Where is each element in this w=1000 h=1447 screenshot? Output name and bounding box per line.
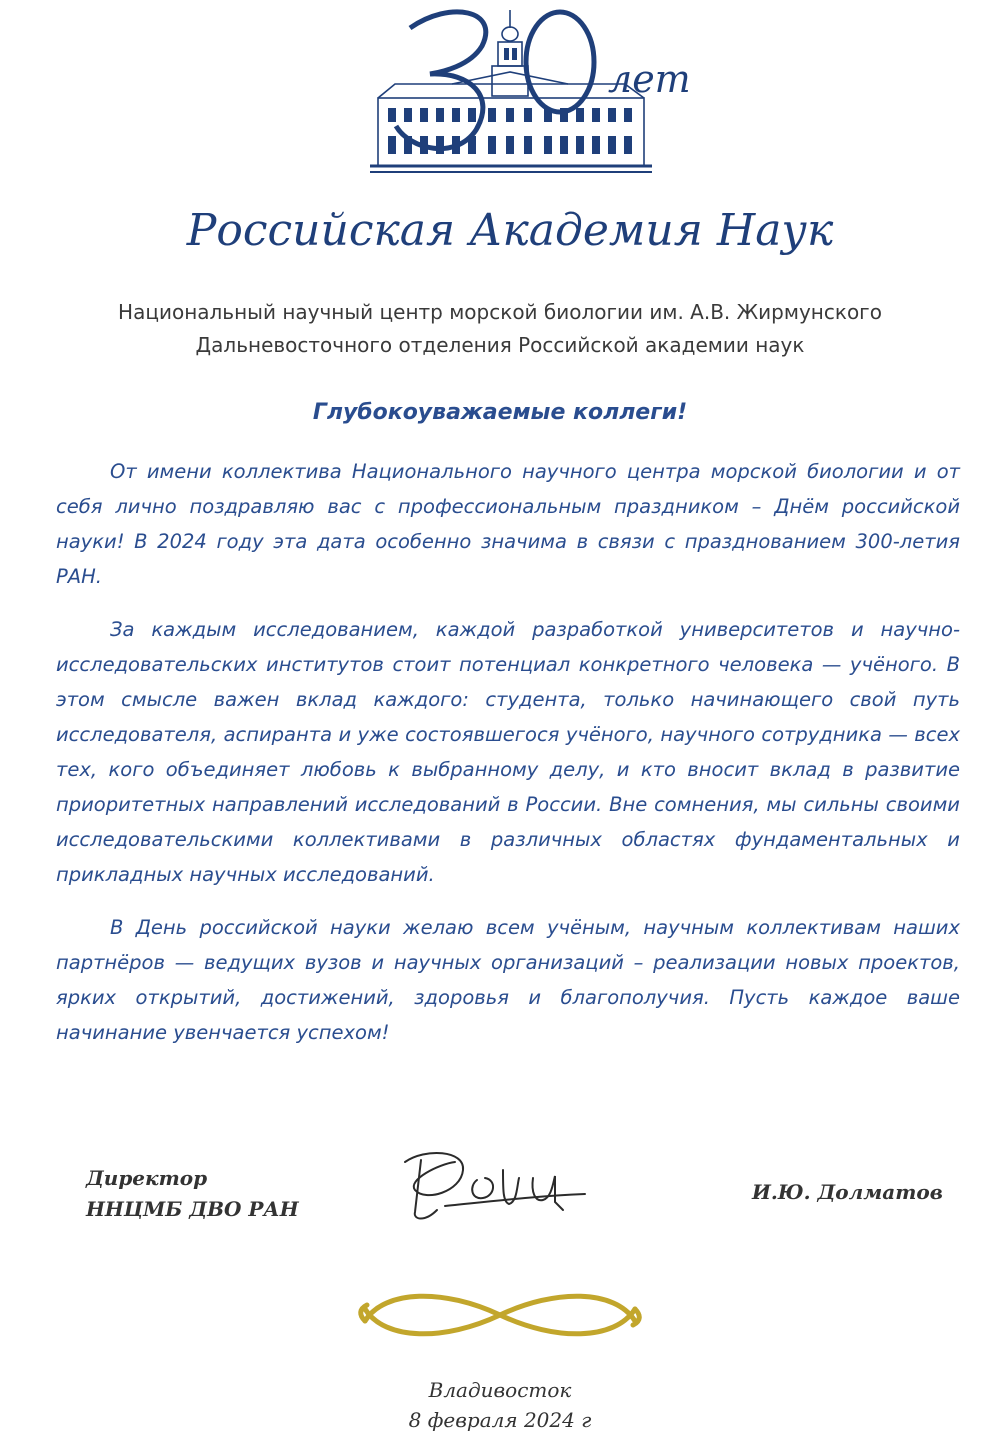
paragraph-1: От имени коллектива Национального научного центра морской биологии и от себя лично поздравляю вас с профессиональным праздником – Днём российской науки! В 2024 году эта дата особенно значима в связи с празднованием 300-летия РАН. <box>56 460 960 588</box>
organization-line-1: Национальный научный центр морской биологии им. А.В. Жирмунского <box>118 300 882 324</box>
letter-body <box>56 454 960 1068</box>
organization-line-2: Дальневосточного отделения Российской академии наук <box>195 333 805 357</box>
date: 8 февраля 2024 г <box>408 1408 592 1432</box>
paragraph-2: За каждым исследованием, каждой разработкой университетов и научно-исследовательских институтов стоит потенциал конкретного человека — учёного. В этом смысле важен вклад каждого: студента, только начинающего свой путь исследователя, аспиранта и уже состоявшегося учёного, научного сотрудника — всех тех, кого объединяет любовь к выбранному делу, и кто вносит вклад в развитие приоритетных направлений исследований в России. Вне сомнения, мы сильны своими исследовательскими коллективами в различных областях фундаментальных и прикладных научных исследований. <box>56 618 960 886</box>
signatory-position: Директор <box>86 1166 208 1190</box>
signatory-organization: ННЦМБ ДВО РАН <box>86 1197 299 1221</box>
flourish-ornament <box>355 1275 645 1355</box>
signatory-name: И.Ю. Долматов <box>752 1180 943 1204</box>
academy-logo <box>186 0 834 280</box>
paragraph-3: В День российской науки желаю всем учёным, научным коллективам наших партнёров — ведущих вузов и научных организаций – реализации новых проектов, ярких открытий, достижений, здоровья и благополучия. Пусть каждое ваше начинание увенчается успехом! <box>56 916 960 1044</box>
signatory-title <box>86 1163 299 1225</box>
svg-text:Российская Академия Наук: Российская Академия Наук <box>186 205 834 256</box>
svg-text:лет: лет <box>608 57 691 101</box>
greeting-heading: Глубокоуважаемые коллеги! <box>312 400 688 425</box>
closing-block <box>0 1375 1000 1435</box>
city: Владивосток <box>428 1378 572 1402</box>
handwritten-signature <box>385 1140 615 1230</box>
